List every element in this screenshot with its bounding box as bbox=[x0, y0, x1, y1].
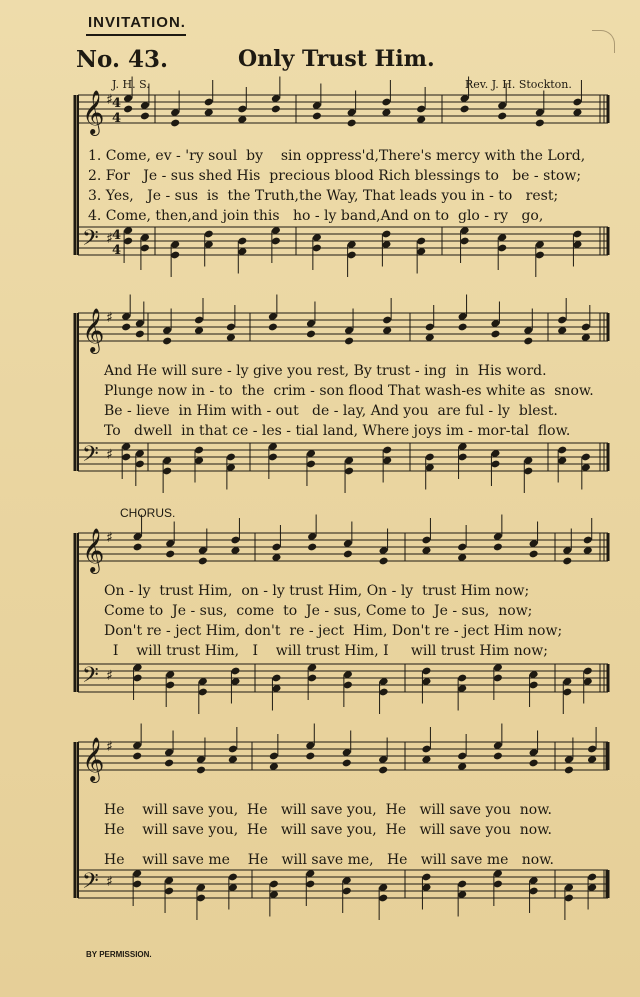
chorus-line: I will trust Him, I will trust Him, I will trust Him now; bbox=[104, 643, 548, 659]
notehead bbox=[305, 752, 315, 761]
sharp-sign-icon: ♯ bbox=[106, 310, 113, 326]
notehead bbox=[564, 766, 574, 775]
notehead bbox=[493, 752, 503, 761]
verse-line: 1. Come, ev - 'ry soul by sin oppress'd,There's mercy with the Lord, bbox=[88, 148, 586, 164]
sharp-sign-icon: ♯ bbox=[106, 530, 113, 546]
time-signature-bass: 4 bbox=[112, 228, 122, 243]
chorus-line: On - ly trust Him, on - ly trust Him, On - ly trust Him now; bbox=[104, 583, 530, 599]
notehead bbox=[271, 105, 281, 114]
notehead bbox=[490, 330, 500, 339]
notehead bbox=[132, 752, 142, 761]
notehead bbox=[460, 105, 470, 114]
notehead bbox=[164, 759, 174, 768]
bass-clef-icon: 𝄢 bbox=[82, 663, 99, 693]
verse-line: Plunge now in - to the crim - son flood That wash-es white as snow. bbox=[104, 383, 594, 399]
verse-line: 4. Come, then,and join this ho - ly band,And on to glo - ry go, bbox=[88, 208, 544, 224]
treble-clef-icon: 𝄞 bbox=[82, 90, 105, 134]
verse-line: To dwell in that ce - les - tial land, Where joys im - mor-tal flow. bbox=[104, 423, 571, 439]
composer-credit: Rev. J. H. Stockton. bbox=[465, 78, 572, 91]
notehead bbox=[343, 550, 353, 559]
chorus-line: Don't re - ject Him, don't re - ject Him, Don't re - ject Him now; bbox=[104, 623, 563, 639]
time-signature-bass: 4 bbox=[112, 243, 122, 258]
lyricist-credit: J. H. S. bbox=[112, 78, 150, 91]
sharp-sign-icon: ♯ bbox=[106, 92, 113, 108]
notehead bbox=[123, 105, 133, 114]
notehead bbox=[268, 323, 278, 332]
notehead bbox=[523, 337, 533, 346]
chorus-line: He will save you, He will save you, He will save you now. bbox=[104, 822, 552, 838]
notehead bbox=[347, 119, 357, 128]
chorus-line: Come to Je - sus, come to Je - sus, Come to Je - sus, now; bbox=[104, 603, 533, 619]
sharp-sign-icon: ♯ bbox=[106, 231, 113, 247]
verse-line: Be - lieve in Him with - out de - lay, And you are ful - ly blest. bbox=[104, 403, 558, 419]
hymn-number: No. 43. bbox=[76, 46, 168, 73]
permission-note: BY PERMISSION. bbox=[86, 950, 152, 959]
notehead bbox=[312, 112, 322, 121]
notehead bbox=[344, 337, 354, 346]
verse-line: 2. For Je - sus shed His precious blood Rich blessings to be - stow; bbox=[88, 168, 582, 184]
notehead bbox=[133, 543, 143, 552]
verse-line: And He will sure - ly give you rest, By trust - ing in His word. bbox=[104, 363, 547, 379]
notehead bbox=[140, 112, 150, 121]
time-signature-treble: 4 bbox=[112, 111, 122, 126]
notehead bbox=[529, 759, 539, 768]
sharp-sign-icon: ♯ bbox=[106, 668, 113, 684]
sharp-sign-icon: ♯ bbox=[106, 874, 113, 890]
notehead bbox=[170, 119, 180, 128]
hymn-title: Only Trust Him. bbox=[238, 46, 435, 72]
chorus-line: He will save me He will save me, He will save me now. bbox=[104, 852, 554, 868]
notehead bbox=[306, 330, 316, 339]
notehead bbox=[497, 112, 507, 121]
notehead bbox=[121, 323, 131, 332]
notehead bbox=[342, 759, 352, 768]
notehead bbox=[379, 557, 389, 566]
notehead bbox=[458, 323, 468, 332]
sharp-sign-icon: ♯ bbox=[106, 739, 113, 755]
treble-clef-icon: 𝄞 bbox=[82, 528, 105, 572]
bass-clef-icon: 𝄢 bbox=[82, 442, 99, 472]
notehead bbox=[529, 550, 539, 559]
treble-clef-icon: 𝄞 bbox=[82, 308, 105, 352]
verse-line: 3. Yes, Je - sus is the Truth,the Way, That leads you in - to rest; bbox=[88, 188, 559, 204]
notehead bbox=[535, 119, 545, 128]
time-signature-treble: 4 bbox=[112, 96, 122, 111]
notehead bbox=[135, 330, 145, 339]
chorus-label: CHORUS. bbox=[120, 506, 176, 520]
sharp-sign-icon: ♯ bbox=[106, 447, 113, 463]
bass-clef-icon: 𝄢 bbox=[82, 869, 99, 899]
notehead bbox=[378, 766, 388, 775]
notehead bbox=[198, 557, 208, 566]
bass-clef-icon: 𝄢 bbox=[82, 226, 99, 256]
treble-clef-icon: 𝄞 bbox=[82, 737, 105, 781]
notehead bbox=[196, 766, 206, 775]
notehead bbox=[165, 550, 175, 559]
notehead bbox=[562, 557, 572, 566]
notehead bbox=[307, 543, 317, 552]
notehead bbox=[162, 337, 172, 346]
chorus-line: He will save you, He will save you, He will save you now. bbox=[104, 802, 552, 818]
section-label: INVITATION. bbox=[88, 14, 186, 31]
notehead bbox=[493, 543, 503, 552]
